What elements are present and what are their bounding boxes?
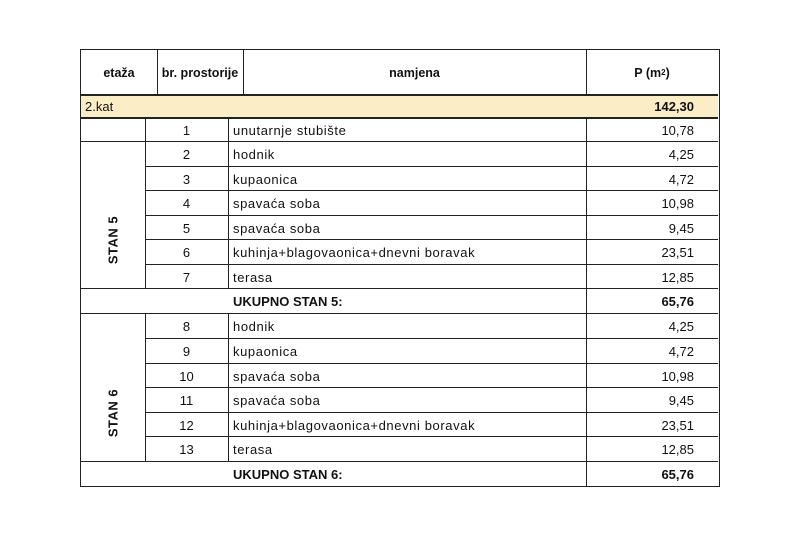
- room-area: 4,72: [668, 171, 694, 187]
- grid-line: [228, 313, 229, 461]
- room-number: 6: [182, 245, 191, 260]
- room-purpose: spavaća soba: [233, 220, 321, 236]
- grid-line: [145, 215, 718, 216]
- room-area: 10,98: [661, 196, 694, 211]
- room-area: 23,51: [661, 417, 694, 433]
- grid-line: [145, 363, 718, 364]
- room-purpose: hodnik: [233, 319, 275, 334]
- grid-line: [228, 117, 229, 288]
- room-area: 12,85: [661, 442, 694, 457]
- apartment-total-row: [81, 289, 718, 314]
- apartment-total-label: UKUPNO STAN 6:: [233, 466, 343, 482]
- room-area: 12,85: [661, 269, 694, 285]
- table-row: [81, 314, 718, 339]
- room-number: 7: [182, 269, 191, 285]
- grid-line: [145, 239, 718, 240]
- grid-line: [145, 387, 718, 388]
- room-area: 9,45: [668, 220, 694, 236]
- floor-row: [81, 95, 718, 118]
- apartment-label: STAN 6: [105, 388, 121, 438]
- apartment-total-value: 65,76: [661, 466, 694, 482]
- room-area: 4,72: [668, 344, 694, 359]
- grid-line: [145, 117, 146, 288]
- grid-line: [243, 50, 244, 94]
- room-number: 4: [182, 196, 191, 211]
- table-row: [81, 216, 718, 240]
- floor-total: 142,30: [654, 99, 694, 114]
- room-number: 2: [182, 147, 191, 162]
- room-purpose: kupaonica: [233, 171, 298, 187]
- room-number: 10: [179, 368, 194, 384]
- room-number: 9: [182, 344, 191, 359]
- room-area: 4,25: [668, 147, 694, 162]
- grid-line: [81, 288, 718, 289]
- room-purpose: terasa: [233, 442, 273, 457]
- grid-line: [81, 94, 718, 96]
- room-purpose: unutarnje stubište: [233, 122, 347, 138]
- table-row: [81, 265, 718, 289]
- table-row: [81, 388, 718, 413]
- header-etaza: etaža: [103, 65, 135, 80]
- room-number: 12: [179, 417, 194, 433]
- apartment-total-value: 65,76: [661, 294, 694, 309]
- grid-line: [145, 436, 718, 437]
- header-area: P (m 2 ): [634, 65, 670, 80]
- grid-line: [586, 117, 587, 487]
- grid-line: [81, 141, 718, 142]
- table-row: [81, 191, 718, 216]
- apartment-total-row: [81, 462, 718, 486]
- grid-line: [145, 264, 718, 265]
- apartment-label: STAN 5: [105, 215, 121, 265]
- header-area-prefix: P (m: [634, 65, 662, 80]
- table-row: [81, 339, 718, 364]
- table-row: [81, 142, 718, 167]
- room-purpose: terasa: [233, 269, 273, 285]
- grid-line: [145, 313, 146, 461]
- header-purpose: namjena: [389, 65, 440, 80]
- grid-line: [145, 412, 718, 413]
- grid-line: [145, 190, 718, 191]
- table-row: [81, 413, 718, 437]
- grid-line: [157, 50, 158, 94]
- grid-line: [145, 166, 718, 167]
- header-room-number: br. prostorije: [161, 65, 239, 80]
- table-row: [81, 118, 718, 142]
- grid-line: [586, 50, 587, 94]
- room-area-table: [80, 49, 720, 487]
- room-area: 23,51: [661, 245, 694, 260]
- room-area: 9,45: [668, 393, 694, 408]
- room-number: 5: [182, 220, 191, 236]
- floor-label: 2.kat: [85, 99, 114, 114]
- room-area: 10,98: [661, 368, 694, 384]
- room-purpose: spavaća soba: [233, 368, 321, 384]
- room-purpose: hodnik: [233, 147, 275, 162]
- header-row: [81, 50, 718, 95]
- room-number: 1: [182, 122, 191, 138]
- room-number: 8: [182, 319, 191, 334]
- grid-line: [81, 313, 718, 314]
- room-purpose: kuhinja+blagovaonica+dnevni boravak: [233, 245, 476, 260]
- grid-line: [81, 117, 718, 119]
- grid-line: [145, 338, 718, 339]
- table-row: [81, 364, 718, 388]
- room-purpose: kupaonica: [233, 344, 298, 359]
- apartment-total-label: UKUPNO STAN 5:: [233, 294, 343, 309]
- room-purpose: spavaća soba: [233, 393, 321, 408]
- room-purpose: spavaća soba: [233, 196, 321, 211]
- table-row: [81, 167, 718, 191]
- header-area-suffix: ): [665, 65, 670, 80]
- grid-line: [81, 461, 718, 462]
- room-number: 3: [182, 171, 191, 187]
- room-purpose: kuhinja+blagovaonica+dnevni boravak: [233, 417, 476, 433]
- table-row: [81, 240, 718, 265]
- room-area: 4,25: [668, 319, 694, 334]
- room-number: 13: [179, 442, 194, 457]
- room-number: 11: [179, 393, 194, 408]
- table-row: [81, 437, 718, 462]
- room-area: 10,78: [661, 122, 694, 138]
